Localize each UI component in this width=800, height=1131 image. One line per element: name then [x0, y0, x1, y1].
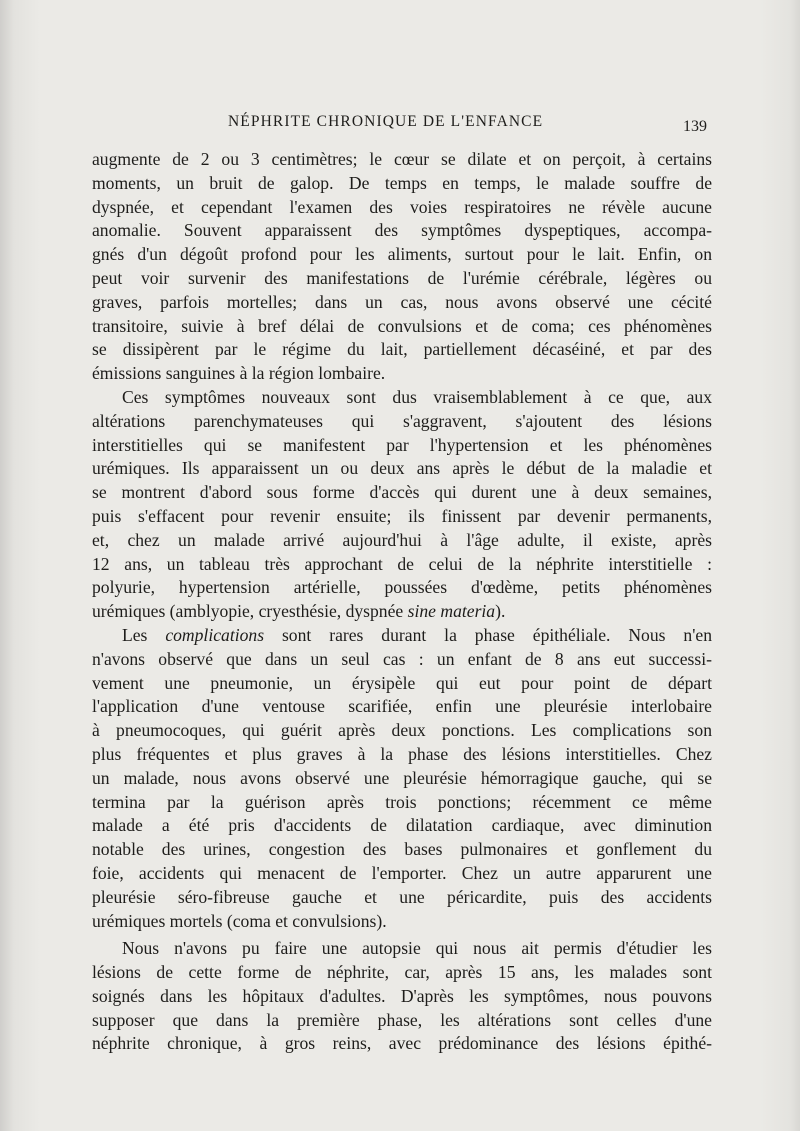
text-run: sont rares durant la phase épithéliale. Nous n'en	[264, 624, 712, 645]
text-line: se dissipèrent par le régime du lait, partiellement décaséiné, et par des	[92, 339, 712, 360]
text-line: n'avons observé que dans un seul cas : un enfant de 8 ans eut successi-	[92, 648, 712, 669]
text-line: vement une pneumonie, un érysipèle qui eut pour point de départ	[92, 672, 712, 693]
text-line: pleurésie séro-fibreuse gauche et une péricardite, puis des accidents	[92, 886, 712, 907]
text-line: urémiques. Ils apparaissent un ou deux ans après le début de la maladie et	[92, 458, 712, 479]
text-line: termina par la guérison après trois ponctions; récemment ce même	[92, 791, 712, 812]
text-line: interstitielles qui se manifestent par l'hypertension et les phénomènes	[92, 434, 712, 455]
text-line: anomalie. Souvent apparaissent des symptômes dyspeptiques, accompa-	[92, 220, 712, 241]
text-line: à pneumocoques, qui guérit après deux ponctions. Les complications son	[92, 720, 712, 741]
text-line: Nous n'avons pu faire une autopsie qui nous ait permis d'étudier les	[122, 938, 712, 959]
italic-term: sine materia	[407, 601, 496, 622]
text-line: altérations parenchymateuses qui s'aggravent, s'ajoutent des lésions	[92, 410, 712, 431]
text-line	[92, 600, 712, 624]
text-line: plus fréquentes et plus graves à la phase des lésions interstitielles. Chez	[92, 743, 712, 764]
text-line: puis s'effacent pour revenir ensuite; ils finissent par devenir permanents,	[92, 505, 712, 526]
paragraph-1	[92, 148, 712, 386]
text-run: ).	[495, 601, 506, 622]
text-line: soignés dans les hôpitaux d'adultes. D'après les symptômes, nous pouvons	[92, 985, 712, 1006]
text-line: dyspnée, et cependant l'examen des voies respiratoires ne révèle aucune	[92, 196, 712, 217]
text-line: et, chez un malade arrivé aujourd'hui à l'âge adulte, il existe, après	[92, 529, 712, 550]
text-line: polyurie, hypertension artérielle, poussées d'œdème, petits phénomènes	[92, 577, 712, 598]
text-line: malade a été pris d'accidents de dilatation cardiaque, avec diminution	[92, 815, 712, 836]
text-line: moments, un bruit de galop. De temps en temps, le malade souffre de	[92, 172, 712, 193]
text-line: supposer que dans la première phase, les altérations sont celles d'une	[92, 1009, 712, 1030]
text-line: lésions de cette forme de néphrite, car, après 15 ans, les malades sont	[92, 962, 712, 983]
text-line: un malade, nous avons observé une pleurésie hémorragique gauche, qui se	[92, 767, 712, 788]
text-line: transitoire, suivie à bref délai de convulsions et de coma; ces phénomènes	[92, 315, 712, 336]
text-line: 12 ans, un tableau très approchant de celui de la néphrite interstitielle :	[92, 553, 712, 574]
text-line: se montrent d'abord sous forme d'accès qui durent une à deux semaines,	[92, 482, 712, 503]
text-line: l'application d'une ventouse scarifiée, enfin une pleurésie interlobaire	[92, 696, 712, 717]
text-run: urémiques (amblyopie, cryesthésie, dyspnée	[92, 601, 408, 622]
text-line	[92, 624, 712, 648]
text-line: augmente de 2 ou 3 centimètres; le cœur se dilate et on perçoit, à certains	[92, 149, 712, 169]
text-line: émissions sanguines à la région lombaire.	[92, 363, 386, 384]
text-line: peut voir survenir des manifestations de l'urémie cérébrale, légères ou	[92, 267, 712, 288]
text-line: gnés d'un dégoût profond pour les aliments, surtout pour le lait. Enfin, on	[92, 244, 712, 265]
text-line: foie, accidents qui menacent de l'emporter. Chez un autre apparurent une	[92, 862, 712, 883]
text-line: notable des urines, congestion des bases pulmonaires et gonflement du	[92, 839, 712, 860]
paragraph-3	[92, 624, 712, 933]
text-run: Les	[122, 624, 166, 645]
text-line: urémiques mortels (coma et convulsions).	[92, 910, 387, 931]
italic-term: complications	[165, 624, 265, 645]
running-title: NÉPHRITE CHRONIQUE DE L'ENFANCE	[228, 113, 544, 130]
text-line: néphrite chronique, à gros reins, avec prédominance des lésions épithé-	[92, 1033, 712, 1054]
paragraph-4	[92, 937, 712, 1056]
text-line: Ces symptômes nouveaux sont dus vraisemblablement à ce que, aux	[122, 386, 712, 407]
text-line: graves, parfois mortelles; dans un cas, nous avons observé une cécité	[92, 291, 712, 312]
paragraph-2	[92, 386, 712, 624]
page-number: 139	[683, 118, 707, 135]
running-head	[0, 113, 800, 137]
body-text	[92, 148, 712, 1056]
